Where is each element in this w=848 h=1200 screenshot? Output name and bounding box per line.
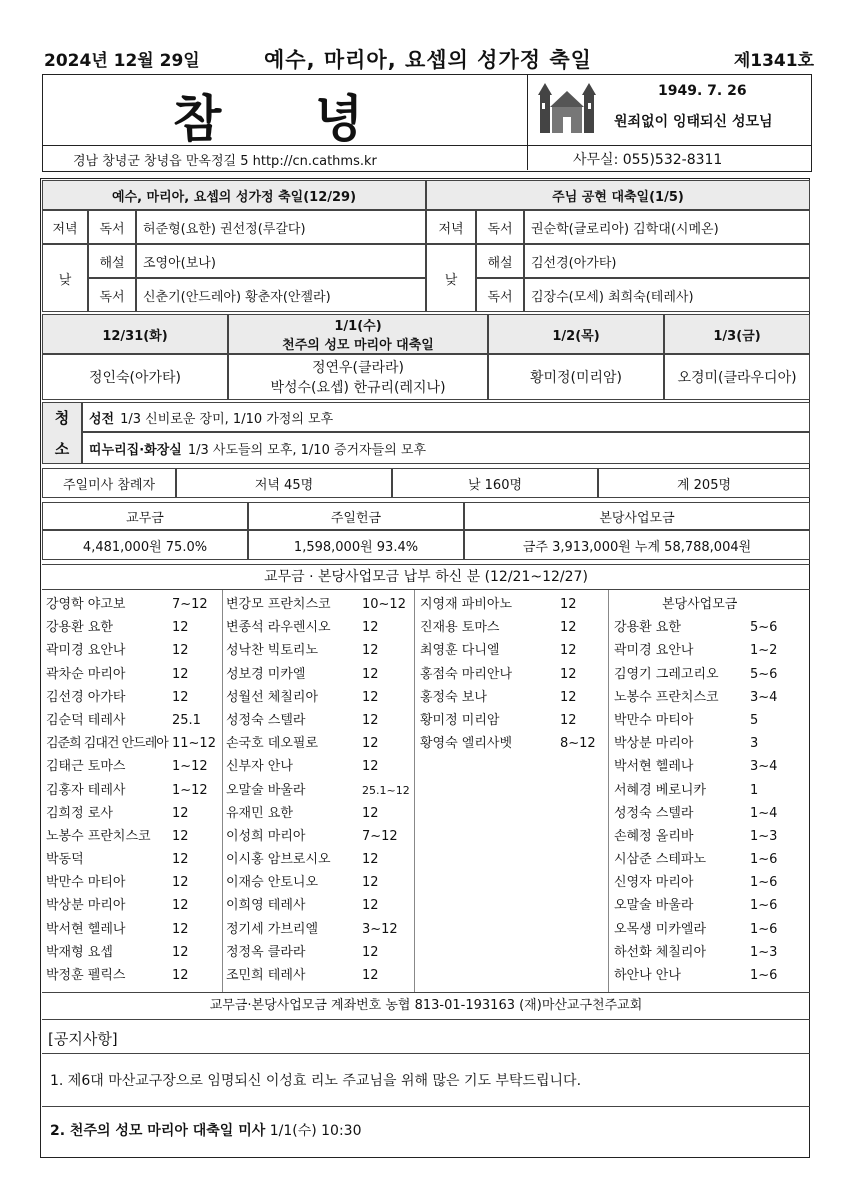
payer-period: 12 bbox=[172, 944, 189, 960]
payer-name: 김태근 토마스 bbox=[46, 759, 126, 775]
liturgy-right-slot: 저녁 bbox=[426, 210, 476, 244]
payer-row bbox=[614, 686, 777, 709]
attendance-evening: 저녁 45명 bbox=[176, 468, 392, 498]
payer-row bbox=[226, 964, 410, 987]
notice-item-2-title: 2. 천주의 성모 마리아 대축일 미사 bbox=[50, 1123, 266, 1139]
notice-item-2 bbox=[50, 1120, 361, 1140]
payer-name: 강용환 요한 bbox=[46, 620, 113, 636]
payer-period: 3~4 bbox=[750, 759, 778, 775]
liturgy-right-title: 주님 공현 대축일(1/5) bbox=[426, 180, 810, 210]
payer-row bbox=[226, 709, 410, 732]
payer-name: 홍점숙 마리안나 bbox=[420, 666, 513, 682]
liturgy-left-role: 독서 bbox=[88, 278, 136, 312]
church-address: 경남 창녕군 창녕읍 만옥정길 5 http://cn.cathms.kr bbox=[73, 154, 377, 169]
cleaning-label-2: 소 bbox=[54, 440, 70, 458]
payer-period: 1 bbox=[750, 782, 759, 798]
payer-period: 12 bbox=[172, 805, 189, 821]
payer-period: 12 bbox=[362, 689, 379, 705]
payer-name: 이재승 안토니오 bbox=[226, 875, 319, 891]
payer-row bbox=[420, 593, 596, 616]
church-icon bbox=[536, 83, 598, 135]
founded-date: 1949. 7. 26 bbox=[658, 83, 747, 99]
payer-period: 3~4 bbox=[750, 689, 778, 705]
payer-row bbox=[614, 663, 777, 686]
liturgy-left-names: 신춘기(안드레아) 황춘자(안젤라) bbox=[136, 278, 426, 312]
payer-period: 12 bbox=[362, 805, 379, 821]
payer-row bbox=[226, 779, 410, 802]
cleaning-groups: 1/3 신비로운 장미, 1/10 가정의 모후 bbox=[120, 411, 334, 427]
payer-row bbox=[226, 918, 410, 941]
payer-name: 성보경 미카엘 bbox=[226, 666, 306, 682]
masthead bbox=[42, 74, 812, 146]
payer-period: 3 bbox=[750, 736, 759, 752]
payer-row bbox=[46, 663, 216, 686]
payer-row bbox=[614, 639, 777, 662]
weekday-header bbox=[228, 314, 488, 354]
masthead-info bbox=[527, 75, 813, 145]
payer-row bbox=[226, 732, 410, 755]
payer-period: 1~6 bbox=[750, 921, 778, 937]
payer-period: 1~2 bbox=[750, 643, 778, 659]
payer-period: 7~12 bbox=[172, 597, 208, 612]
payer-period: 12 bbox=[560, 712, 577, 728]
payer-name: 최영훈 다니엘 bbox=[420, 643, 500, 659]
weekday-reader-name: 박성수(요셉) 한규리(레지나) bbox=[270, 380, 446, 396]
weekday-reader: 황미정(미리암) bbox=[488, 354, 664, 400]
payer-name: 박상분 마리아 bbox=[614, 736, 694, 752]
payer-period: 12 bbox=[362, 968, 379, 983]
payer-name: 오목생 미카엘라 bbox=[614, 921, 707, 937]
weekday-reader: 정인숙(아가타) bbox=[42, 354, 228, 400]
payer-name: 진재용 토마스 bbox=[420, 620, 500, 636]
payer-row bbox=[614, 848, 777, 871]
payer-row bbox=[420, 709, 596, 732]
logo: 참 녕 bbox=[173, 89, 402, 148]
payer-period: 12 bbox=[172, 620, 189, 636]
payer-row bbox=[46, 964, 216, 987]
payer-name: 손혜정 올리바 bbox=[614, 828, 694, 844]
payer-period: 1~6 bbox=[750, 898, 778, 914]
payer-row bbox=[614, 732, 777, 755]
payer-name: 황미정 미리암 bbox=[420, 712, 500, 728]
notice-item-2-time: 1/1(수) 10:30 bbox=[269, 1123, 362, 1139]
payer-period: 12 bbox=[362, 712, 379, 728]
payer-period: 1~4 bbox=[750, 805, 778, 821]
payer-name: 박상분 마리아 bbox=[46, 898, 126, 914]
payer-row bbox=[420, 616, 596, 639]
liturgy-right-names: 김장수(모세) 최희숙(테레사) bbox=[524, 278, 810, 312]
liturgy-right-role: 해설 bbox=[476, 244, 524, 278]
cleaning-label-1: 청 bbox=[54, 409, 70, 427]
payer-name: 김순덕 테레사 bbox=[46, 712, 126, 728]
payer-row bbox=[614, 802, 777, 825]
cleaning-place: 띠누리집·화장실 bbox=[89, 442, 182, 458]
payer-name: 곽미경 요안나 bbox=[46, 643, 126, 659]
payer-row bbox=[226, 755, 410, 778]
payer-name: 하안나 안나 bbox=[614, 968, 681, 983]
payer-period: 12 bbox=[172, 643, 189, 659]
payers-column-4 bbox=[614, 593, 778, 983]
weekday-feast: 천주의 성모 마리아 대축일 bbox=[282, 338, 434, 353]
payer-row bbox=[46, 894, 216, 917]
payer-period: 12 bbox=[172, 689, 189, 705]
bulletin-title: 예수, 마리아, 요셉의 성가정 축일 bbox=[264, 48, 592, 72]
payer-name: 김선경 아가타 bbox=[46, 689, 126, 705]
title-row bbox=[44, 44, 814, 76]
cleaning-row bbox=[82, 432, 810, 464]
finance-header: 본당사업모금 bbox=[464, 502, 810, 530]
attendance-day: 낮 160명 bbox=[392, 468, 598, 498]
attendance-total: 계 205명 bbox=[598, 468, 810, 498]
payer-row bbox=[614, 871, 777, 894]
payer-period: 25.1~12 bbox=[362, 783, 410, 797]
cleaning-place: 성전 bbox=[89, 411, 115, 427]
payer-period: 12 bbox=[172, 666, 189, 682]
payer-row bbox=[46, 709, 216, 732]
weekday-reader: 오경미(클라우디아) bbox=[664, 354, 810, 400]
payer-period: 12 bbox=[362, 944, 379, 960]
payer-period: 7~12 bbox=[362, 828, 398, 844]
payer-period: 12 bbox=[560, 620, 577, 636]
weekday-header: 1/3(금) bbox=[664, 314, 810, 354]
payer-period: 12 bbox=[362, 898, 379, 914]
payer-name: 신영자 마리아 bbox=[614, 875, 694, 891]
payer-row bbox=[420, 732, 596, 755]
notice-title: [공지사항] bbox=[42, 1024, 810, 1054]
payer-period: 12 bbox=[560, 597, 577, 612]
liturgy-right-names: 김선경(아가타) bbox=[524, 244, 810, 278]
col4-title: 본당사업모금 bbox=[662, 597, 738, 612]
payer-name: 박서현 헬레나 bbox=[614, 759, 694, 775]
payer-row bbox=[614, 616, 777, 639]
payer-period: 12 bbox=[362, 666, 379, 682]
payer-name: 정정옥 클라라 bbox=[226, 944, 306, 960]
payer-name: 서혜경 베로니카 bbox=[614, 782, 707, 798]
payer-name: 손국호 데오필로 bbox=[226, 736, 319, 752]
payer-name: 조민희 테레사 bbox=[226, 968, 306, 983]
payer-row bbox=[226, 871, 410, 894]
payer-period: 12 bbox=[172, 875, 189, 891]
payer-row bbox=[46, 779, 216, 802]
office-phone: 사무실: 055)532-8311 bbox=[573, 152, 723, 168]
payers-column-2 bbox=[226, 593, 410, 987]
finance-offering: 1,598,000원 93.4% bbox=[248, 530, 464, 560]
payer-name: 변강모 프란치스코 bbox=[226, 597, 331, 612]
payer-period: 3~12 bbox=[362, 921, 398, 937]
payer-period: 12 bbox=[362, 852, 379, 868]
cleaning-groups: 1/3 사도들의 모후, 1/10 증거자들의 모후 bbox=[187, 442, 427, 458]
payer-period: 12 bbox=[172, 852, 189, 868]
payer-period: 1~3 bbox=[750, 828, 778, 844]
payer-row bbox=[226, 686, 410, 709]
payer-period: 11~12 bbox=[172, 736, 216, 752]
motto: 원죄없이 잉태되신 성모님 bbox=[614, 114, 773, 130]
payer-name: 박서현 헬레나 bbox=[46, 921, 126, 937]
weekday-header: 12/31(화) bbox=[42, 314, 228, 354]
payer-row bbox=[614, 755, 777, 778]
weekday-reader bbox=[228, 354, 488, 400]
payer-name: 홍정숙 보나 bbox=[420, 689, 487, 705]
payer-period: 1~3 bbox=[750, 944, 778, 960]
payer-name: 김홍자 테레사 bbox=[46, 782, 126, 798]
payer-row bbox=[226, 593, 410, 616]
finance-header: 교무금 bbox=[42, 502, 248, 530]
liturgy-left-title: 예수, 마리아, 요셉의 성가정 축일(12/29) bbox=[42, 180, 426, 210]
payer-name: 오말술 바울라 bbox=[614, 898, 694, 914]
payer-period: 8~12 bbox=[560, 736, 596, 752]
payer-name: 박재형 요셉 bbox=[46, 944, 113, 960]
payer-row bbox=[46, 755, 216, 778]
payer-name: 곽미경 요안나 bbox=[614, 643, 694, 659]
payer-row bbox=[226, 941, 410, 964]
payer-name: 박만수 마티아 bbox=[614, 712, 694, 728]
payer-row bbox=[420, 639, 596, 662]
cleaning-label bbox=[42, 402, 82, 464]
payer-name: 김영기 그레고리오 bbox=[614, 666, 719, 682]
liturgy-right-names: 권순학(글로리아) 김학대(시메온) bbox=[524, 210, 810, 244]
payer-name: 이시홍 암브로시오 bbox=[226, 852, 331, 868]
payer-row bbox=[46, 871, 216, 894]
payer-period: 1~6 bbox=[750, 968, 778, 983]
payer-period: 12 bbox=[172, 898, 189, 914]
payer-row bbox=[614, 918, 777, 941]
payer-name: 노봉수 프란치스코 bbox=[614, 689, 719, 705]
payer-name: 곽차순 마리아 bbox=[46, 666, 126, 682]
liturgy-left-names: 허준형(요한) 권선정(루갈다) bbox=[136, 210, 426, 244]
payer-row bbox=[226, 616, 410, 639]
payer-period: 12 bbox=[362, 736, 379, 752]
payer-row bbox=[46, 848, 216, 871]
payer-name: 성정숙 스텔라 bbox=[614, 805, 694, 821]
payers-column-4-list bbox=[614, 616, 778, 983]
payer-name: 이희영 테레사 bbox=[226, 898, 306, 914]
payers-title: 교무금 · 본당사업모금 납부 하신 분 (12/21~12/27) bbox=[42, 564, 810, 590]
payer-name: 강영학 야고보 bbox=[46, 597, 126, 612]
payer-row bbox=[226, 639, 410, 662]
payer-name: 시삼준 스테파노 bbox=[614, 852, 707, 868]
payer-name: 하선화 체칠리아 bbox=[614, 944, 707, 960]
payer-period: 25.1 bbox=[172, 712, 201, 728]
payer-row bbox=[46, 686, 216, 709]
payer-period: 5~6 bbox=[750, 666, 778, 682]
payer-row bbox=[614, 779, 777, 802]
payer-name: 변종석 라우렌시오 bbox=[226, 620, 331, 636]
payer-name: 김희정 로사 bbox=[46, 805, 113, 821]
payer-name: 오말술 바울라 bbox=[226, 782, 306, 798]
payer-row bbox=[226, 825, 410, 848]
issue-number: 제1341호 bbox=[733, 51, 814, 71]
finance-header: 주일헌금 bbox=[248, 502, 464, 530]
liturgy-right-role: 독서 bbox=[476, 278, 524, 312]
payer-period: 1~6 bbox=[750, 875, 778, 891]
payer-period: 1~6 bbox=[750, 852, 778, 868]
payer-row bbox=[614, 709, 777, 732]
liturgy-left-slot: 저녁 bbox=[42, 210, 88, 244]
payer-row bbox=[420, 686, 596, 709]
payer-row bbox=[614, 825, 777, 848]
payer-name: 신부자 안나 bbox=[226, 759, 293, 775]
weekday-reader-name: 정연우(클라라) bbox=[311, 360, 405, 376]
payer-row bbox=[614, 894, 777, 917]
notice-item-1: 1. 제6대 마산교구장으로 임명되신 이성효 리노 주교님을 위해 많은 기도 부탁드립니다. bbox=[50, 1073, 582, 1089]
payer-period: 1~12 bbox=[172, 782, 208, 798]
attendance-label: 주일미사 참례자 bbox=[42, 468, 176, 498]
payer-period: 12 bbox=[560, 666, 577, 682]
payer-name: 이성희 마리아 bbox=[226, 828, 306, 844]
payer-name: 강용환 요한 bbox=[614, 620, 681, 636]
payer-period: 5~6 bbox=[750, 620, 778, 636]
payer-row bbox=[46, 593, 216, 616]
address-bar bbox=[42, 146, 812, 172]
payer-name: 노봉수 프란치스코 bbox=[46, 828, 151, 844]
payer-row bbox=[46, 802, 216, 825]
payer-name: 황영숙 엘리사벳 bbox=[420, 736, 513, 752]
payer-row bbox=[46, 616, 216, 639]
payer-period: 5 bbox=[750, 712, 759, 728]
payer-period: 1~12 bbox=[172, 759, 208, 775]
liturgy-left-role: 해설 bbox=[88, 244, 136, 278]
payer-row bbox=[46, 941, 216, 964]
weekday-date: 1/1(수) bbox=[334, 319, 382, 334]
cleaning-row bbox=[82, 402, 810, 432]
payer-row bbox=[46, 825, 216, 848]
payer-period: 12 bbox=[362, 620, 379, 636]
payer-period: 12 bbox=[172, 828, 189, 844]
payer-name: 지영재 파비아노 bbox=[420, 597, 513, 612]
liturgy-right-role: 독서 bbox=[476, 210, 524, 244]
weekday-header: 1/2(목) bbox=[488, 314, 664, 354]
payer-name: 김준희 김대건 안드레아 bbox=[46, 736, 168, 752]
liturgy-left-names: 조영아(보나) bbox=[136, 244, 426, 278]
liturgy-left-role: 독서 bbox=[88, 210, 136, 244]
payer-period: 12 bbox=[560, 689, 577, 705]
payer-period: 12 bbox=[362, 643, 379, 659]
payer-name: 박정훈 펠릭스 bbox=[46, 968, 126, 983]
payer-period: 10~12 bbox=[362, 597, 406, 612]
payer-name: 박동덕 bbox=[46, 852, 84, 868]
liturgy-right-slot: 낮 bbox=[426, 244, 476, 312]
payer-name: 정기세 가브리엘 bbox=[226, 921, 319, 937]
payer-period: 12 bbox=[362, 875, 379, 891]
account-info: 교무금·본당사업모금 계좌번호 농협 813-01-193163 (재)마산교구천주교회 bbox=[42, 992, 810, 1020]
payer-row bbox=[46, 639, 216, 662]
finance-dues: 4,481,000원 75.0% bbox=[42, 530, 248, 560]
payer-name: 유재민 요한 bbox=[226, 805, 293, 821]
payers-column-1 bbox=[46, 593, 216, 987]
payer-row bbox=[226, 802, 410, 825]
payer-row bbox=[46, 732, 216, 755]
payer-period: 12 bbox=[172, 968, 189, 983]
payer-row bbox=[614, 964, 777, 987]
payer-row bbox=[226, 663, 410, 686]
payer-row bbox=[420, 663, 596, 686]
payer-row bbox=[226, 848, 410, 871]
payer-name: 성낙찬 빅토리노 bbox=[226, 643, 319, 659]
payers-column-3 bbox=[420, 593, 596, 755]
finance-project: 금주 3,913,000원 누계 58,788,004원 bbox=[464, 530, 810, 560]
payer-row bbox=[226, 894, 410, 917]
liturgy-left-slot: 낮 bbox=[42, 244, 88, 312]
payer-name: 박만수 마티아 bbox=[46, 875, 126, 891]
issue-date: 2024년 12월 29일 bbox=[44, 51, 200, 71]
payer-period: 12 bbox=[362, 759, 379, 775]
payer-row bbox=[46, 918, 216, 941]
payer-name: 성정숙 스텔라 bbox=[226, 712, 306, 728]
payer-name: 성월선 체칠리아 bbox=[226, 689, 319, 705]
payer-period: 12 bbox=[560, 643, 577, 659]
payer-row bbox=[614, 941, 777, 964]
payer-period: 12 bbox=[172, 921, 189, 937]
